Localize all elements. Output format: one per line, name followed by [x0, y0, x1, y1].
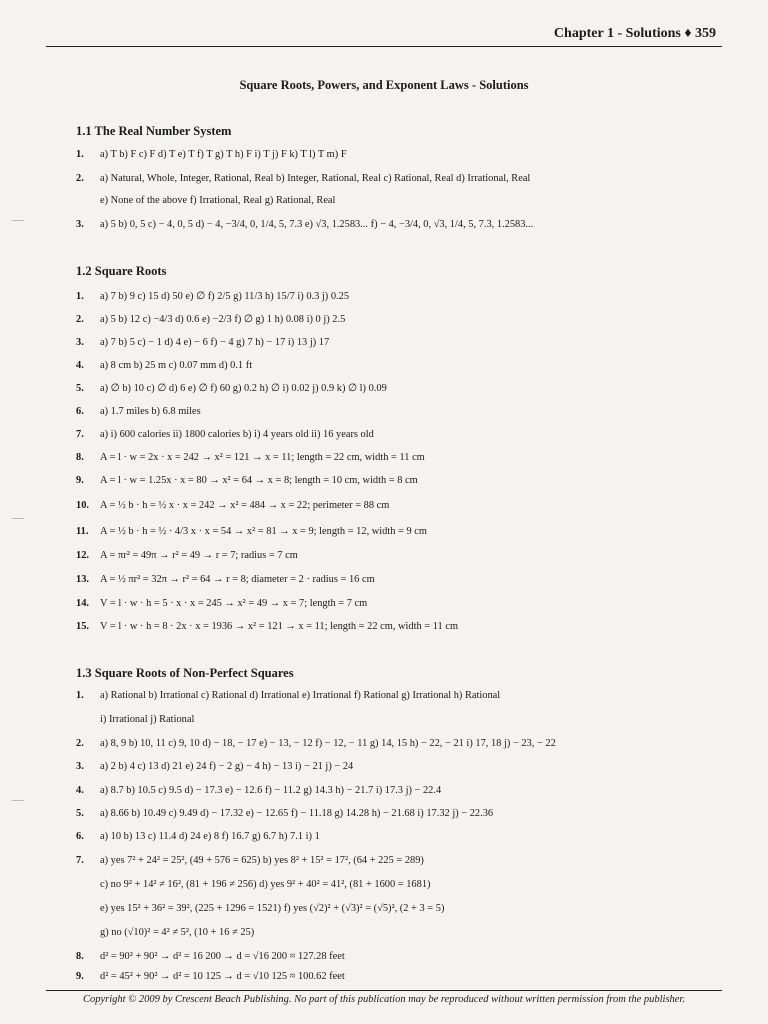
question-number: 10. [76, 500, 89, 511]
answer-text: a) 7 b) 5 c) − 1 d) 4 e) − 6 f) − 4 g) 7 h) − 17 i) 13 j) 17 [100, 337, 330, 348]
answer-text: V = l · w · h = 8 · 2x · x = 1936 → x² = 121 → x = 11; length = 22 cm, width = 11 cm [100, 621, 459, 632]
copyright-notice: Copyright © 2009 by Crescent Beach Publishing. No part of this publication may be reproduced without written permission from the publisher. [83, 994, 685, 1005]
answer-row [76, 760, 728, 774]
question-number: 1. [76, 291, 84, 302]
answer-text: c) no 9² + 14² ≠ 16², (81 + 196 ≠ 256) d) yes 9² + 40² = 41², (81 + 1600 = 1681) [100, 879, 431, 890]
answer-text: a) Natural, Whole, Integer, Rational, Real b) Integer, Rational, Real c) Rational, Real d) Irrational, Real [100, 173, 531, 184]
answer-text: A = ½ πr² = 32π → r² = 64 → r = 8; diameter = 2 · radius = 16 cm [100, 574, 375, 585]
margin-tick [12, 518, 24, 519]
question-number: 5. [76, 383, 84, 394]
answer-row [76, 689, 728, 703]
answer-row [76, 549, 728, 563]
answer-text: i) Irrational j) Rational [100, 714, 195, 725]
answer-text: A = πr² = 49π → r² = 49 → r = 7; radius = 7 cm [100, 550, 298, 561]
answer-row [76, 597, 728, 611]
question-number: 9. [76, 971, 84, 982]
answer-text: a) 7 b) 9 c) 15 d) 50 e) ∅ f) 2/5 g) 11/3 h) 15/7 i) 0.3 j) 0.25 [100, 291, 350, 302]
answer-text: a) 8 cm b) 25 m c) 0.07 mm d) 0.1 ft [100, 360, 253, 371]
answer-text: A = ½ b · h = ½ x · x = 242 → x² = 484 → x = 22; perimeter = 88 cm [100, 500, 390, 511]
question-number: 5. [76, 808, 84, 819]
answer-text: a) i) 600 calories ii) 1800 calories b) i) 4 years old ii) 16 years old [100, 429, 374, 440]
answer-row [76, 194, 728, 208]
running-header: Chapter 1 - Solutions ♦ 359 [553, 26, 716, 41]
header-rule [46, 46, 722, 47]
answer-row [76, 737, 728, 751]
answer-text: d² = 90² + 90² → d² = 16 200 → d = √16 200 ≈ 127.28 feet [100, 951, 345, 962]
answer-row [76, 784, 728, 798]
answer-row [76, 290, 728, 304]
answer-text: a) yes 7² + 24² = 25², (49 + 576 = 625) b) yes 8² + 15² = 17², (64 + 225 = 289) [100, 855, 424, 866]
answer-text: A = ½ b · h = ½ · 4/3 x · x = 54 → x² = 81 → x = 9; length = 12, width = 9 cm [100, 526, 427, 537]
question-number: 9. [76, 475, 84, 486]
footer-rule [46, 990, 722, 991]
question-number: 13. [76, 574, 89, 585]
answer-text: A = l · w = 1.25x · x = 80 → x² = 64 → x = 8; length = 10 cm, width = 8 cm [100, 475, 418, 486]
answer-text: a) ∅ b) 10 c) ∅ d) 6 e) ∅ f) 60 g) 0.2 h) ∅ i) 0.02 j) 0.9 k) ∅ l) 0.09 [100, 383, 387, 394]
question-number: 7. [76, 429, 84, 440]
answer-text: a) 8, 9 b) 10, 11 c) 9, 10 d) − 18, − 17 e) − 13, − 12 f) − 12, − 11 g) 14, 15 h) − 22, − 21 i) 17, 18 j) − 23, − 22 [100, 738, 556, 749]
question-number: 1. [76, 690, 84, 701]
answer-row [76, 405, 728, 419]
answer-row [76, 807, 728, 821]
answer-text: a) 5 b) 0, 5 c) − 4, 0, 5 d) − 4, −3/4, 0, 1/4, 5, 7.3 e) √3, 1.2583... f) − 4, −3/4, 0, √3, 1/4, 5, 7.3, 1.2583... [100, 219, 534, 230]
answer-row [76, 620, 728, 634]
answer-text: g) no (√10)² = 4² ≠ 5², (10 + 16 ≠ 25) [100, 927, 255, 938]
answer-text: a) Rational b) Irrational c) Rational d) Irrational e) Irrational f) Rational g) Irrational h) Rational [100, 690, 501, 701]
margin-tick [12, 800, 24, 801]
question-number: 8. [76, 452, 84, 463]
question-number: 6. [76, 831, 84, 842]
question-number: 14. [76, 598, 89, 609]
answer-row [76, 359, 728, 373]
margin-tick [12, 220, 24, 221]
page-title: Square Roots, Powers, and Exponent Laws - Solutions [239, 78, 529, 92]
question-number: 3. [76, 761, 84, 772]
answer-row [76, 499, 728, 513]
answer-text: a) 8.7 b) 10.5 c) 9.5 d) − 17.3 e) − 12.6 f) − 11.2 g) 14.3 h) − 21.7 i) 17.3 j) − 22.4 [100, 785, 442, 796]
question-number: 1. [76, 149, 84, 160]
answer-row [76, 950, 728, 964]
answer-text: V = l · w · h = 5 · x · x = 245 → x² = 49 → x = 7; length = 7 cm [100, 598, 368, 609]
answer-text: a) 10 b) 13 c) 11.4 d) 24 e) 8 f) 16.7 g) 6.7 h) 7.1 i) 1 [100, 831, 320, 842]
question-number: 4. [76, 785, 84, 796]
question-number: 12. [76, 550, 89, 561]
answer-row [76, 428, 728, 442]
section-heading: 1.3 Square Roots of Non-Perfect Squares [76, 666, 294, 680]
question-number: 11. [76, 526, 89, 537]
answer-row [76, 148, 728, 162]
answer-text: a) 2 b) 4 c) 13 d) 21 e) 24 f) − 2 g) − 4 h) − 13 i) − 21 j) − 24 [100, 761, 354, 772]
question-number: 6. [76, 406, 84, 417]
answer-row [76, 713, 728, 727]
answer-row [76, 336, 728, 350]
answer-row [76, 854, 728, 868]
answer-text: a) 5 b) 12 c) −4/3 d) 0.6 e) −2/3 f) ∅ g) 1 h) 0.08 i) 0 j) 2.5 [100, 314, 346, 325]
answer-text: d² = 45² + 90² → d² = 10 125 → d = √10 125 ≈ 100.62 feet [100, 971, 345, 982]
question-number: 2. [76, 738, 84, 749]
answer-row [76, 878, 728, 892]
question-number: 8. [76, 951, 84, 962]
question-number: 2. [76, 314, 84, 325]
question-number: 15. [76, 621, 89, 632]
question-number: 7. [76, 855, 84, 866]
answer-row [76, 382, 728, 396]
answer-row [76, 830, 728, 844]
answer-text: a) 8.66 b) 10.49 c) 9.49 d) − 17.32 e) − 12.65 f) − 11.18 g) 14.28 h) − 21.68 i) 17.32 j) − 22.36 [100, 808, 494, 819]
answer-row [76, 218, 728, 232]
answer-row [76, 573, 728, 587]
answer-row [76, 525, 728, 539]
answer-text: a) 1.7 miles b) 6.8 miles [100, 406, 201, 417]
section-heading: 1.2 Square Roots [76, 264, 167, 278]
answer-row [76, 451, 728, 465]
answer-text: a) T b) F c) F d) T e) T f) T g) T h) F i) T j) F k) T l) T m) F [100, 149, 347, 160]
question-number: 2. [76, 173, 84, 184]
answer-text: A = l · w = 2x · x = 242 → x² = 121 → x = 11; length = 22 cm, width = 11 cm [100, 452, 425, 463]
answer-row [76, 970, 728, 984]
answer-row [76, 172, 728, 186]
answer-row [76, 474, 728, 488]
question-number: 3. [76, 219, 84, 230]
answer-row [76, 902, 728, 916]
answer-text: e) yes 15² + 36² = 39², (225 + 1296 = 1521) f) yes (√2)² + (√3)² = (√5)², (2 + 3 = 5) [100, 903, 445, 914]
question-number: 4. [76, 360, 84, 371]
question-number: 3. [76, 337, 84, 348]
answer-row [76, 313, 728, 327]
section-heading: 1.1 The Real Number System [76, 124, 232, 138]
answer-text: e) None of the above f) Irrational, Real g) Rational, Real [100, 195, 336, 206]
answer-row [76, 926, 728, 940]
